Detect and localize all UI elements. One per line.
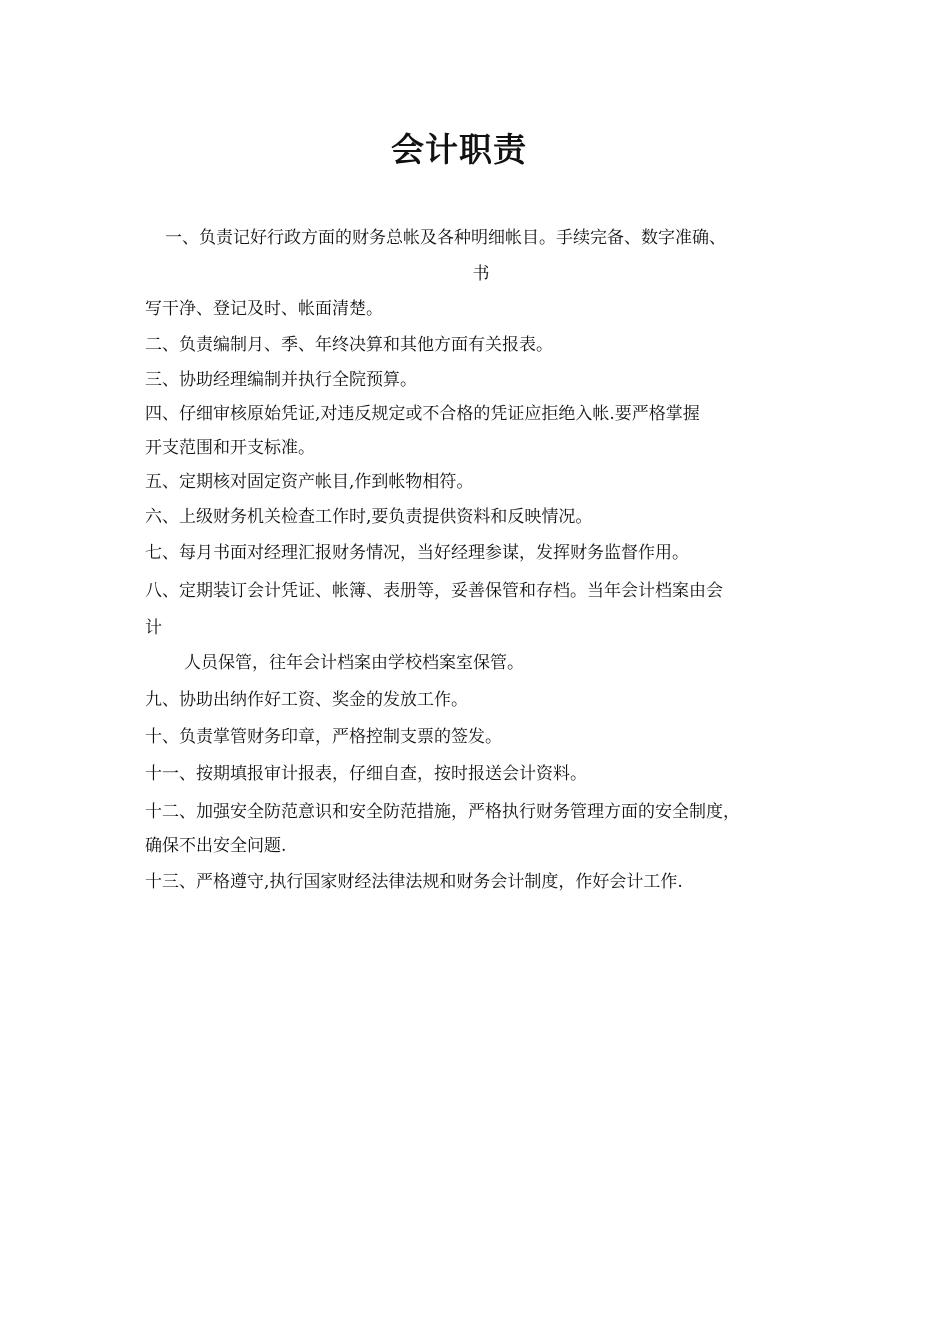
duty-line-4: 四、仔细审核原始凭证,对违反规定或不合格的凭证应拒绝入帐.要严格掌握	[145, 404, 700, 424]
duty-line-1-wrap: 书	[472, 264, 490, 284]
duty-line-8-wrap: 计	[145, 618, 162, 638]
duty-line-1-continued: 写干净、登记及时、帐面清楚。	[145, 299, 383, 319]
duty-line-6: 六、上级财务机关检查工作时,要负责提供资料和反映情况。	[145, 507, 593, 527]
page-title: 会计职责	[391, 130, 527, 169]
duty-line-12-continued: 确保不出安全问题.	[145, 836, 287, 856]
duty-line-3: 三、协助经理编制并执行全院预算。	[145, 370, 417, 390]
duty-line-10: 十、负责掌管财务印章，严格控制支票的签发。	[145, 727, 502, 747]
duty-line-12: 十二、加强安全防范意识和安全防范措施，严格执行财务管理方面的安全制度，	[145, 802, 740, 822]
duty-line-9: 九、协助出纳作好工资、奖金的发放工作。	[145, 690, 468, 710]
duty-line-8: 八、定期装订会计凭证、帐簿、表册等，妥善保管和存档。当年会计档案由会	[145, 581, 723, 601]
duty-line-4-continued: 开支范围和开支标准。	[145, 438, 315, 458]
duty-line-7: 七、每月书面对经理汇报财务情况，当好经理参谋，发挥财务监督作用。	[145, 543, 689, 563]
duty-line-2: 二、负责编制月、季、年终决算和其他方面有关报表。	[145, 335, 553, 355]
duty-line-11: 十一、按期填报审计报表，仔细自查，按时报送会计资料。	[145, 764, 587, 784]
duty-line-1: 一、负责记好行政方面的财务总帐及各种明细帐目。手续完备、数字准确、	[165, 228, 726, 248]
duty-line-8-continued: 人员保管，往年会计档案由学校档案室保管。	[184, 653, 524, 673]
duty-line-5: 五、定期核对固定资产帐目,作到帐物相符。	[145, 472, 474, 492]
duty-line-13: 十三、严格遵守,执行国家财经法律法规和财务会计制度，作好会计工作.	[145, 872, 683, 892]
